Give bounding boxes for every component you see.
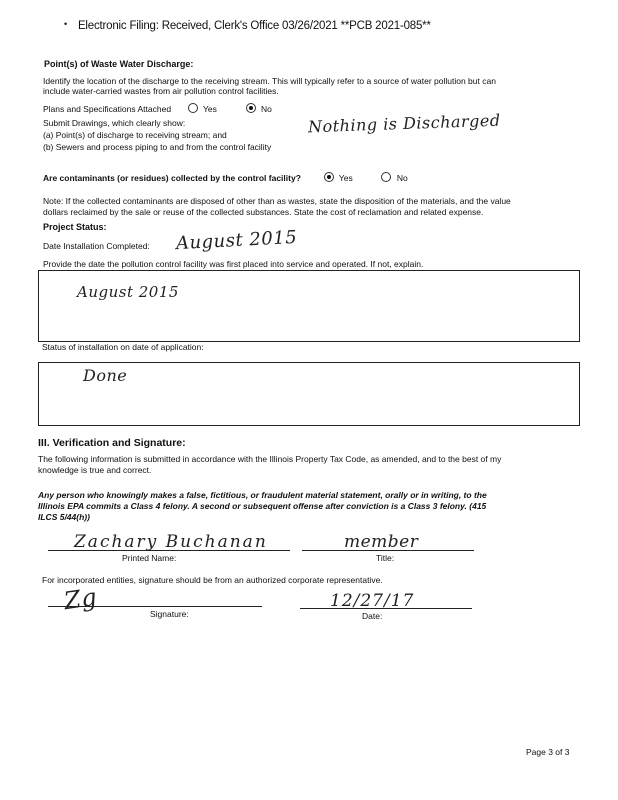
signature-label: Signature: <box>150 609 189 619</box>
printed-name-line <box>48 550 290 551</box>
contaminants-no-label: No <box>396 173 408 183</box>
contaminants-note-1: Note: If the collected contaminants are disposed of other than as wastes, state the disposition of the materials, and the value <box>43 196 511 206</box>
plans-label: Plans and Specifications Attached <box>43 104 172 114</box>
service-date-value: August 2015 <box>77 283 179 301</box>
contaminants-note-2: dollars reclaimed by the sale or reuse of the collected substances. State the cost of reclamation and related expense. <box>43 207 484 217</box>
page-number: Page 3 of 3 <box>526 747 570 757</box>
plans-no-radio[interactable] <box>246 103 256 113</box>
contaminants-yes-radio[interactable] <box>324 172 334 182</box>
discharge-intro-1: Identify the location of the discharge to the receiving stream. This will typically refer to a source of water pollution but can <box>43 76 496 86</box>
date-installed-label: Date Installation Completed: <box>43 241 150 251</box>
stamp-text: Electronic Filing: Received, Clerk's Office 03/26/2021 **PCB 2021-085** <box>77 20 431 32</box>
plans-row <box>43 103 272 115</box>
stamp-dot: • <box>64 19 67 29</box>
title-line <box>302 550 474 551</box>
warning-line-1: Any person who knowingly makes a false, fictitious, or fraudulent material statement, orally or in writing, to the <box>38 490 487 500</box>
installation-status-box[interactable] <box>38 362 580 426</box>
submit-line-1: Submit Drawings, which clearly show: <box>43 118 186 128</box>
filing-stamp <box>64 19 431 32</box>
handwritten-discharge-note: Nothing is Discharged <box>307 110 501 137</box>
submit-line-2: (a) Point(s) of discharge to receiving stream; and <box>43 130 227 140</box>
date-installed-value: August 2015 <box>175 226 298 255</box>
verification-text-1: The following information is submitted in accordance with the Illinois Property Tax Code, as amended, and to the best of my <box>38 454 502 464</box>
project-status-heading: Project Status: <box>43 222 107 232</box>
provide-date-text: Provide the date the pollution control facility was first placed into service and operated. If not, explain. <box>43 259 424 269</box>
warning-line-3: ILCS 5/44(h)) <box>38 512 90 522</box>
date-value: 12/27/17 <box>330 591 415 611</box>
service-date-box[interactable] <box>38 270 580 342</box>
date-label: Date: <box>362 611 383 621</box>
contaminants-no-radio[interactable] <box>381 172 391 182</box>
installation-status-label: Status of installation on date of application: <box>42 342 204 352</box>
contaminants-question: Are contaminants (or residues) collected by the control facility? <box>43 173 301 183</box>
corporate-signature-note: For incorporated entities, signature should be from an authorized corporate representative. <box>42 575 383 585</box>
signature-value: Zg <box>62 582 99 616</box>
discharge-heading: Point(s) of Waste Water Discharge: <box>44 59 194 69</box>
plans-yes-label: Yes <box>203 104 217 114</box>
submit-line-3: (b) Sewers and process piping to and from the control facility <box>43 142 272 152</box>
plans-no-label: No <box>261 104 272 114</box>
printed-name-value: Zachary Buchanan <box>74 532 268 552</box>
contaminants-yes-label: Yes <box>338 173 353 183</box>
discharge-intro-2: include water-carried wastes from air pollution control facilities. <box>43 86 279 96</box>
verification-text-2: knowledge is true and correct. <box>38 465 152 475</box>
warning-line-2: Illinois EPA commits a Class 4 felony. A second or subsequent offense after conviction is a Class 3 felony. (415 <box>38 501 487 511</box>
installation-status-value: Done <box>83 366 128 385</box>
signature-line <box>48 606 262 607</box>
verification-heading: III. Verification and Signature: <box>38 437 186 449</box>
contaminants-row <box>43 172 408 184</box>
date-line <box>300 608 472 609</box>
title-value: member <box>344 532 419 552</box>
printed-name-label: Printed Name: <box>122 553 177 563</box>
title-label: Title: <box>376 553 395 563</box>
plans-yes-radio[interactable] <box>188 103 198 113</box>
